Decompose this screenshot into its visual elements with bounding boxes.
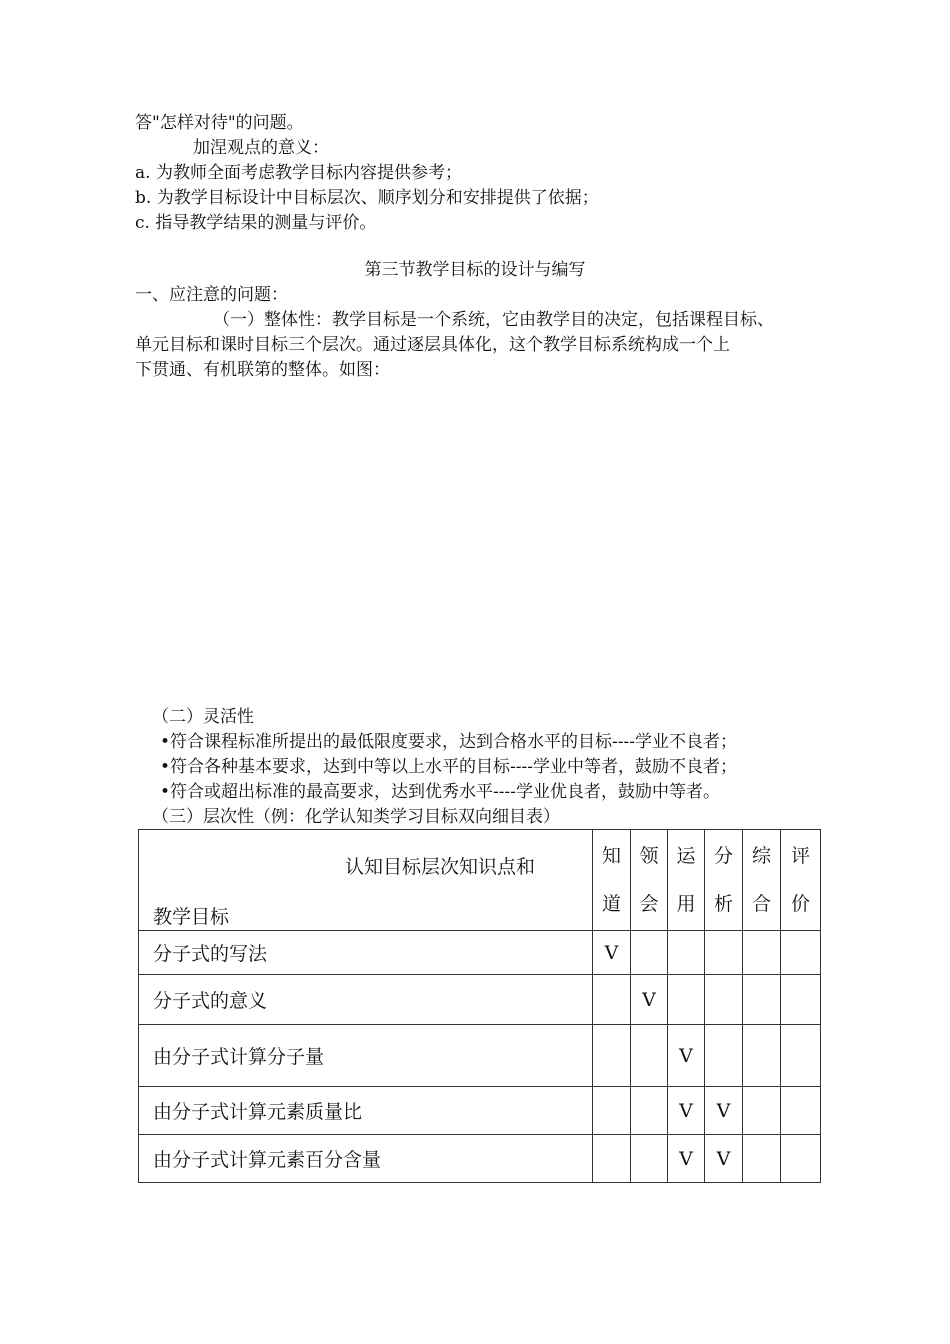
table-cell-mark xyxy=(705,975,743,1025)
table-header-row xyxy=(139,830,821,931)
header-top-text: 认知目标层次知识点和 xyxy=(345,856,536,878)
table-cell-mark xyxy=(593,1025,631,1087)
table-cell-mark: V xyxy=(668,1135,705,1183)
table-cell-mark: V xyxy=(631,975,668,1025)
paragraph-text: 加涅观点的意义： xyxy=(193,138,329,158)
level-header: 综 合 xyxy=(743,830,781,931)
table-cell-mark xyxy=(743,975,781,1025)
table-cell-mark xyxy=(705,931,743,975)
table-corner-header xyxy=(139,830,593,931)
level-header: 分 析 xyxy=(705,830,743,931)
paragraph-text: （一）整体性：教学目标是一个系统，它由教学目的决定，包括课程目标、 xyxy=(213,310,774,330)
table-cell-mark xyxy=(593,1087,631,1135)
table-cell-mark xyxy=(631,1025,668,1087)
table-cell-mark xyxy=(781,975,821,1025)
table-cell-mark: V xyxy=(705,1135,743,1183)
subsection-heading: （二）灵活性 xyxy=(152,707,254,727)
table-cell-topic: 由分子式计算分子量 xyxy=(139,1025,593,1087)
table-cell-mark xyxy=(743,1087,781,1135)
subsection-heading: （三）层次性（例：化学认知类学习目标双向细目表） xyxy=(152,807,560,827)
table-row xyxy=(139,975,821,1025)
level-header: 评 价 xyxy=(781,830,821,931)
table-cell-topic: 由分子式计算元素百分含量 xyxy=(139,1135,593,1183)
table-cell-mark: V xyxy=(668,1087,705,1135)
list-item-c: c. 指导教学结果的测量与评价。 xyxy=(135,213,377,233)
level-header: 知 道 xyxy=(593,830,631,931)
paragraph-text: 单元目标和课时目标三个层次。通过逐层具体化，这个教学目标系统构成一个上 xyxy=(135,335,730,355)
table-cell-mark xyxy=(781,931,821,975)
table-cell-mark: V xyxy=(668,1025,705,1087)
table-cell-mark xyxy=(631,1135,668,1183)
paragraph-text: 下贯通、有机联第的整体。如图： xyxy=(135,360,390,380)
header-bottom-text: 教学目标 xyxy=(153,906,230,928)
table-cell-mark: V xyxy=(593,931,631,975)
objectives-table xyxy=(138,829,821,1183)
table-cell-topic: 分子式的意义 xyxy=(139,975,593,1025)
table-row xyxy=(139,931,821,975)
table-cell-mark xyxy=(781,1025,821,1087)
list-item-b: b. 为教学目标设计中目标层次、顺序划分和安排提供了依据； xyxy=(135,188,599,208)
table-cell-mark xyxy=(668,931,705,975)
table-row xyxy=(139,1087,821,1135)
table-cell-mark xyxy=(631,1087,668,1135)
bullet-item: •符合或超出标准的最高要求，达到优秀水平----学业优良者，鼓励中等者。 xyxy=(160,782,721,802)
bullet-item: •符合各种基本要求，达到中等以上水平的目标----学业中等者，鼓励不良者； xyxy=(160,757,738,777)
level-header: 领 会 xyxy=(631,830,668,931)
table-row xyxy=(139,1025,821,1087)
table-cell-mark xyxy=(781,1135,821,1183)
table-cell-mark xyxy=(705,1025,743,1087)
table-cell-mark xyxy=(781,1087,821,1135)
level-header: 运 用 xyxy=(668,830,705,931)
table-cell-mark xyxy=(593,1135,631,1183)
table-cell-mark xyxy=(593,975,631,1025)
table-cell-topic: 由分子式计算元素质量比 xyxy=(139,1087,593,1135)
paragraph-text: 答"怎样对待"的问题。 xyxy=(135,113,304,133)
table-cell-mark xyxy=(631,931,668,975)
section-title: 第三节教学目标的设计与编写 xyxy=(364,260,586,280)
table-row xyxy=(139,1135,821,1183)
section-heading: 一、应注意的问题： xyxy=(135,285,288,305)
table-cell-mark xyxy=(743,931,781,975)
table-cell-mark xyxy=(743,1135,781,1183)
table-cell-mark xyxy=(743,1025,781,1087)
table-cell-mark: V xyxy=(705,1087,743,1135)
table-cell-topic: 分子式的写法 xyxy=(139,931,593,975)
bullet-item: •符合课程标准所提出的最低限度要求，达到合格水平的目标----学业不良者； xyxy=(160,732,738,752)
list-item-a: a. 为教师全面考虑教学目标内容提供参考； xyxy=(135,163,462,183)
table-cell-mark xyxy=(668,975,705,1025)
